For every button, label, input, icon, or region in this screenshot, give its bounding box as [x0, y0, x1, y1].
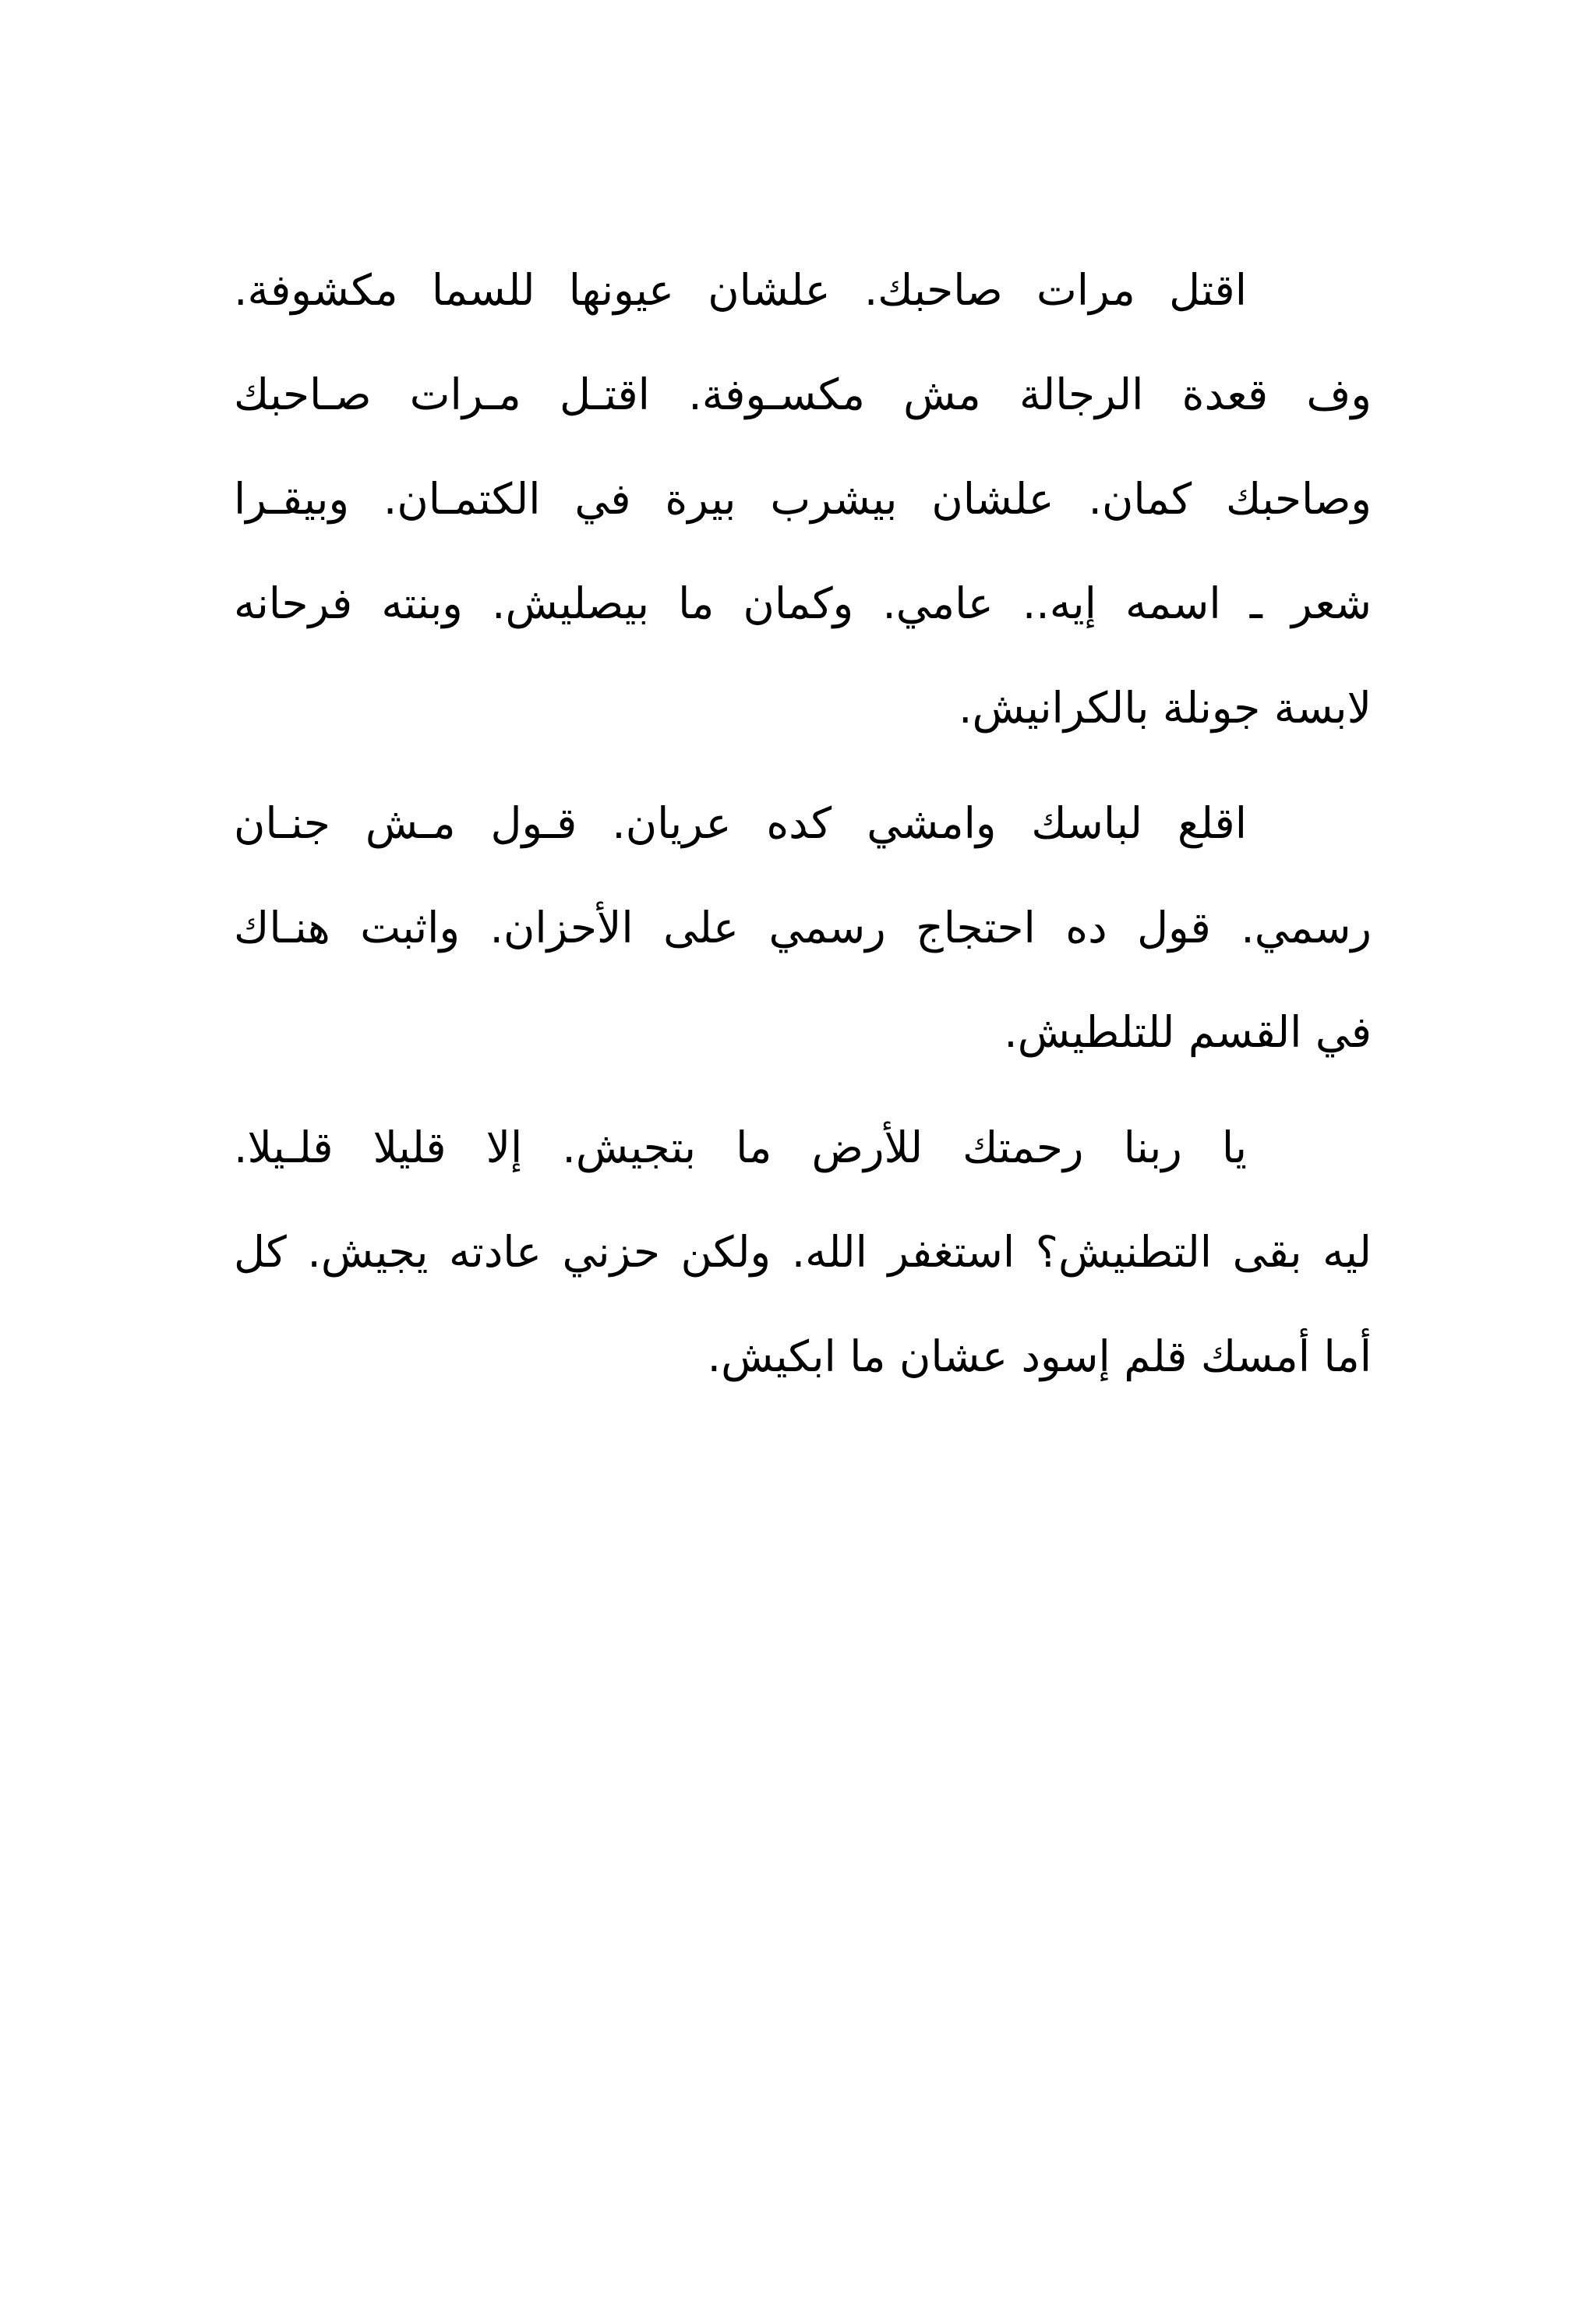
text-line: يا ربنا رحمتك للأرض ما بتجيش. إلا قليلا قلـيلا.: [234, 1122, 1247, 1172]
text-line: وف قعدة الرجالة مش مكسـوفة. اقتـل مـرات صـاحبك: [234, 369, 1372, 419]
poem-text: [234, 238, 1372, 1409]
text-line: وصاحبك كمان. علشان بيشرب بيرة في الكتمـان. وبيقـرا: [234, 474, 1372, 524]
paragraph: [234, 771, 1372, 1084]
paragraph-gap: [234, 760, 1372, 771]
text-line: في القسم للتلطيش.: [1004, 1007, 1372, 1057]
text-line: شعر ـ اسمه إيه.. عامي. وكمان ما بيصليش. وبنته فرحانه: [234, 578, 1372, 628]
text-line: أما أمسك قلم إسود عشان ما ابكيش.: [707, 1331, 1372, 1381]
text-line: اقتل مرات صاحبك. علشان عيونها للسما مكشوفة.: [234, 265, 1247, 315]
paragraph-gap: [234, 1084, 1372, 1095]
text-line: اقلع لباسك وامشي كده عريان. قـول مـش جنـان: [234, 798, 1247, 848]
paragraph: [234, 1095, 1372, 1409]
paragraph: [234, 238, 1372, 760]
text-line: ليه بقى التطنيش؟ استغفر الله. ولكن حزني عادته يجيش. كل: [234, 1227, 1372, 1277]
text-line: لابسة جونلة بالكرانيش.: [959, 683, 1372, 733]
text-line: رسمي. قول ده احتجاج رسمي على الأحزان. واثبت هنـاك: [234, 903, 1372, 953]
